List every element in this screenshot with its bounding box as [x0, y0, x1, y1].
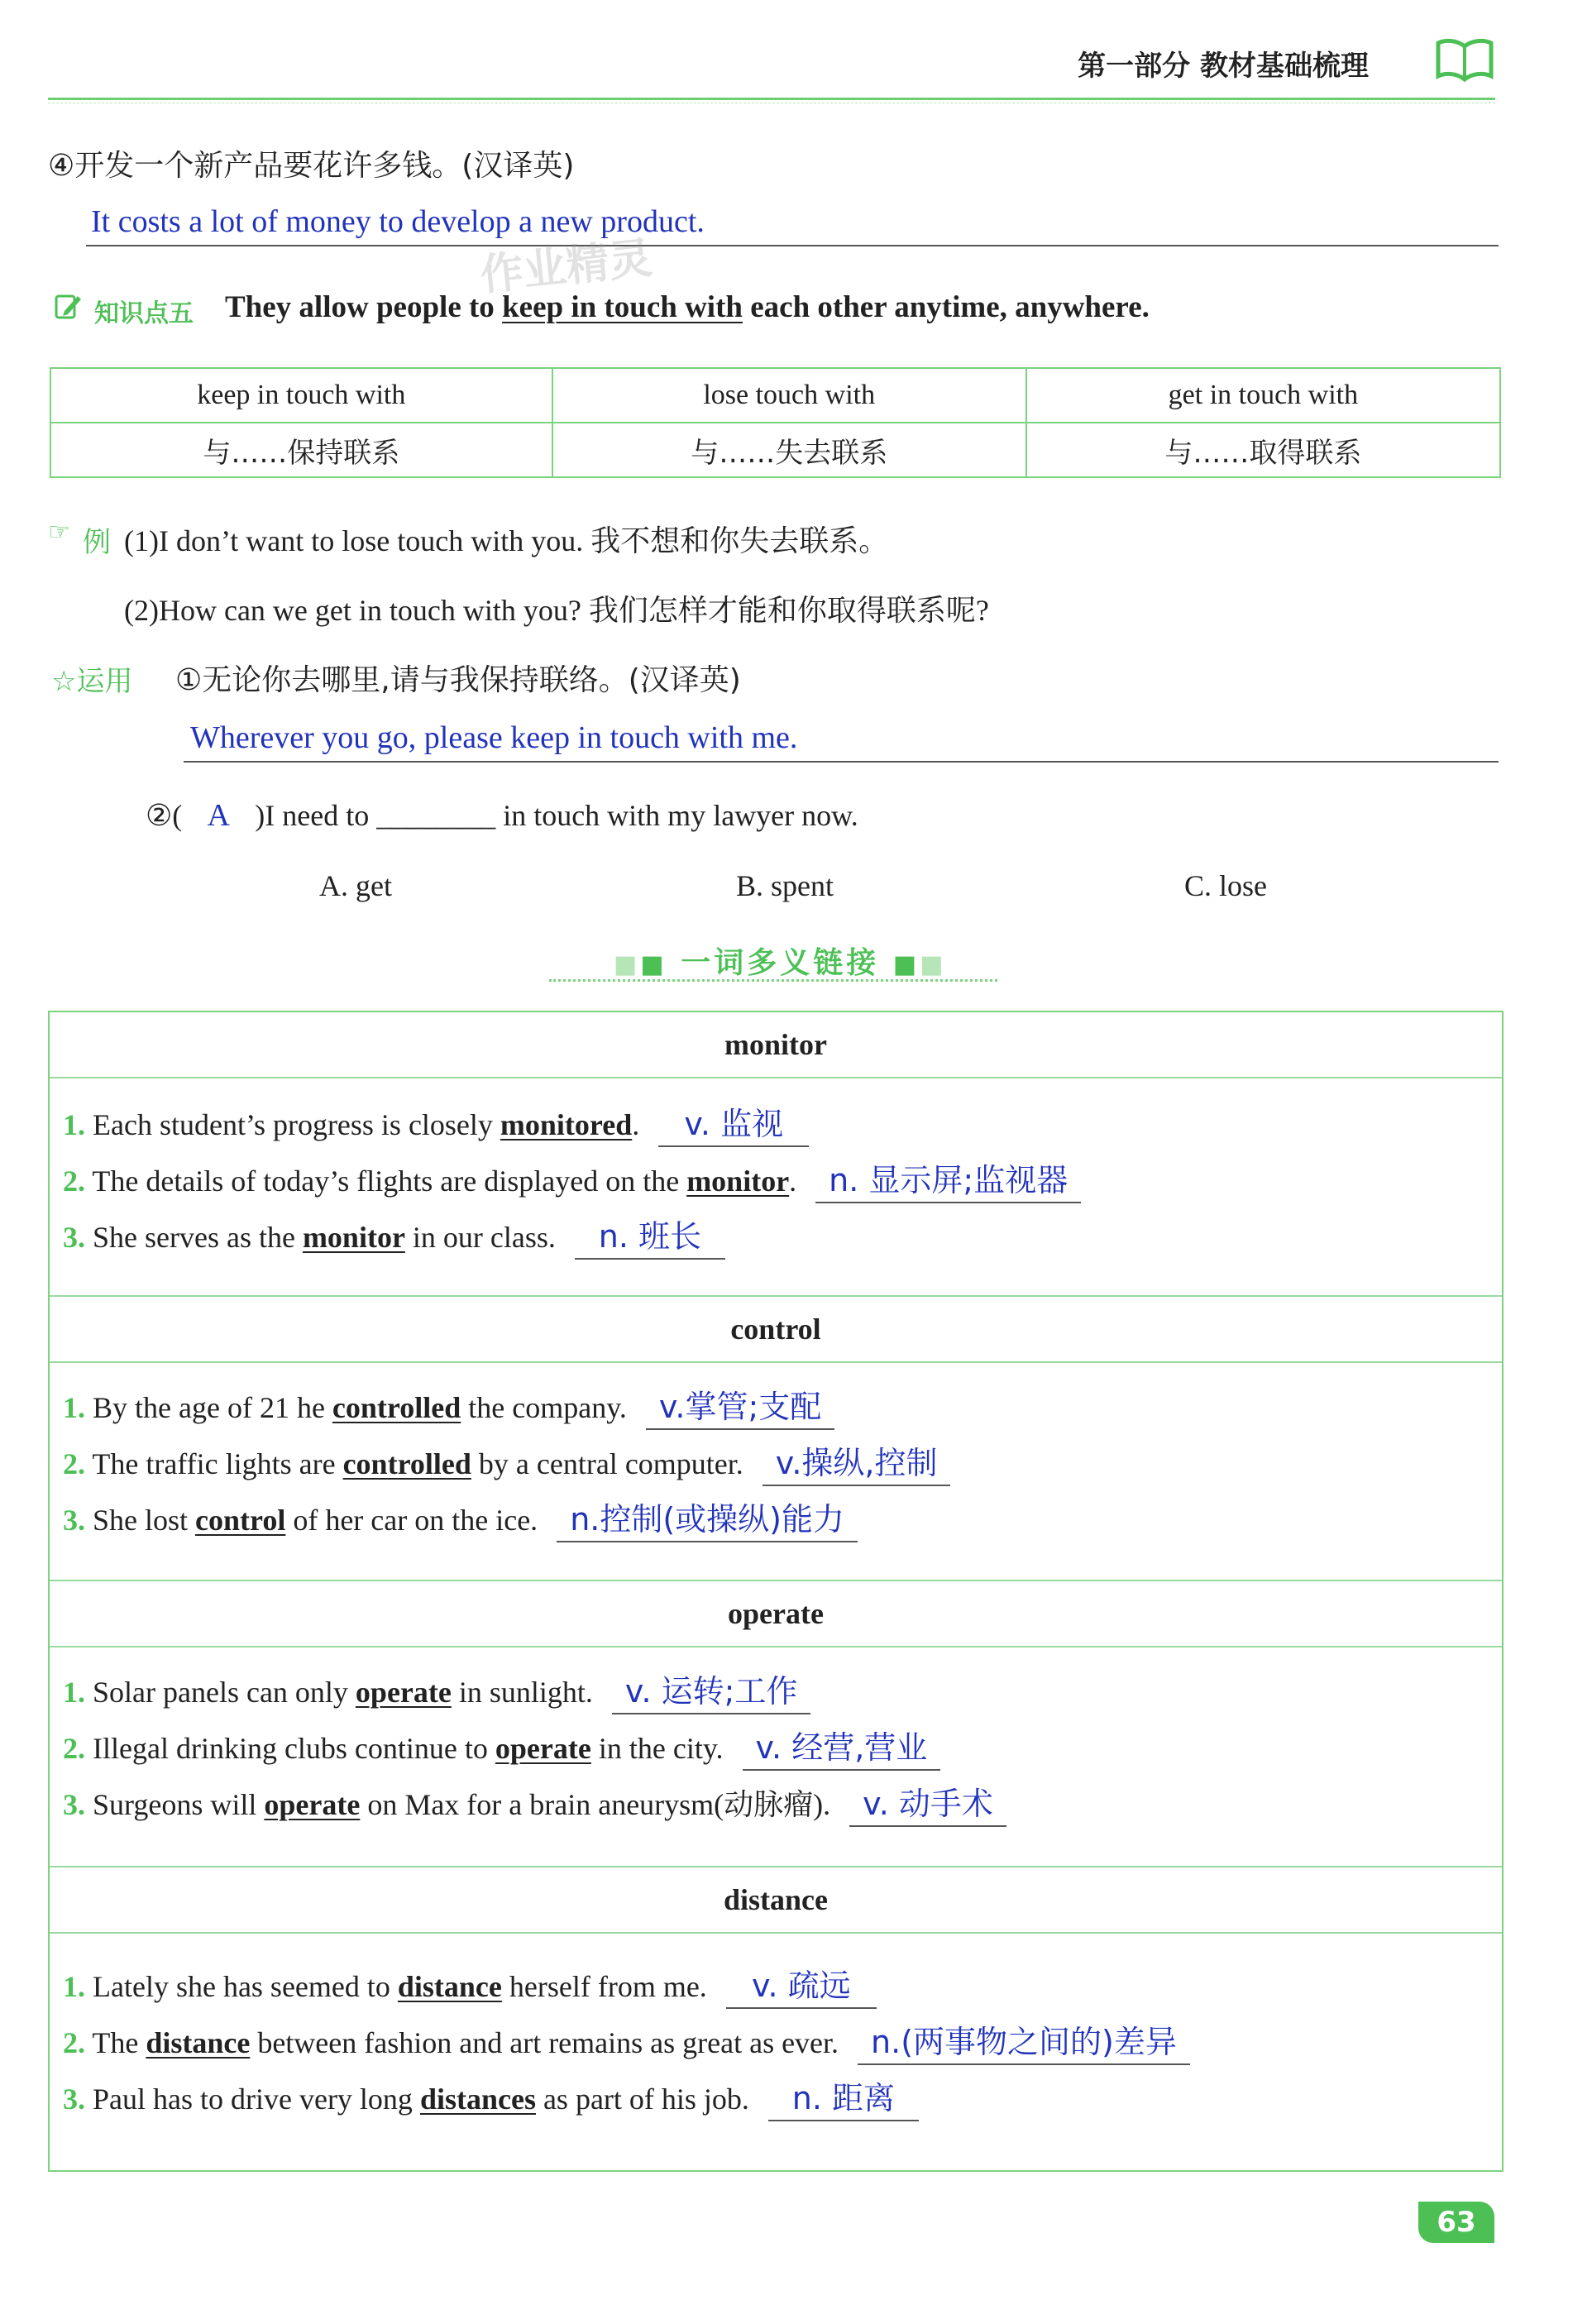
exercise4-prompt: ④开发一个新产品要花许多钱。(汉译英) — [48, 149, 575, 183]
q2-answer: A — [207, 798, 230, 833]
item-number: 3. — [63, 1221, 85, 1254]
example-label: 例 — [83, 526, 111, 559]
phrase-cell: lose touch with — [552, 368, 1026, 423]
item-text: Solar panels can only — [93, 1676, 356, 1709]
item-key-word: controlled — [342, 1447, 471, 1480]
item-text: in our class. — [404, 1221, 556, 1254]
square-icon: ■ — [640, 950, 667, 979]
square-icon: ■ — [920, 950, 947, 979]
group-item — [63, 1155, 1081, 1203]
item-text: in sunlight. — [451, 1676, 593, 1709]
item-answer: v. 动手术 — [849, 1778, 1006, 1827]
item-key-word: control — [195, 1504, 286, 1537]
item-key-word: monitored — [500, 1108, 633, 1141]
item-answer: n. 距离 — [768, 2073, 919, 2121]
item-text: by a central computer. — [471, 1447, 743, 1480]
item-number: 2. — [63, 1164, 85, 1198]
item-text: as part of his job. — [535, 2083, 749, 2116]
item-answer: v.掌管;支配 — [646, 1381, 834, 1430]
item-number: 1. — [63, 1970, 85, 2003]
item-text: between fashion and art remains as great as ever. — [250, 2026, 839, 2059]
pencil-icon — [53, 291, 83, 321]
item-text: She lost — [93, 1504, 196, 1537]
knowledge-point-sentence — [225, 289, 1150, 325]
square-icon: ■ — [614, 950, 641, 979]
group-item — [63, 1960, 877, 2009]
item-answer: v. 经营,营业 — [743, 1722, 941, 1771]
item-number: 3. — [63, 2083, 85, 2116]
group-item — [63, 2016, 1190, 2065]
example-1: (1)I don’t want to lose touch with you. 我不想和你失去联系。 — [124, 524, 889, 557]
phrase-cell: get in touch with — [1026, 368, 1500, 423]
item-key-word: distance — [397, 1970, 502, 2003]
option-c: C. lose — [1184, 869, 1268, 902]
q2-prefix: ②( — [146, 799, 183, 832]
polysemy-table — [48, 1011, 1504, 2172]
group-item — [63, 2073, 919, 2121]
application-q2 — [146, 797, 858, 834]
square-icon: ■ — [892, 950, 920, 979]
group-item — [63, 1494, 858, 1542]
item-answer: v. 疏远 — [726, 1960, 877, 2009]
application-label: ☆运用 — [51, 665, 133, 698]
item-text: She serves as the — [93, 1221, 303, 1254]
group-title-operate: operate — [50, 1580, 1502, 1647]
meaning-cell: 与……失去联系 — [552, 423, 1026, 477]
item-text: The traffic lights are — [92, 1447, 343, 1480]
item-text: of her car on the ice. — [285, 1504, 538, 1537]
item-text: Lately she has seemed to — [93, 1970, 398, 2003]
item-text: the company. — [461, 1391, 627, 1424]
item-text: The — [92, 2026, 146, 2059]
item-answer: v. 运转;工作 — [612, 1666, 811, 1714]
group-title-control: control — [50, 1295, 1502, 1363]
application-a1-line — [184, 761, 1499, 763]
item-answer: n.控制(或操纵)能力 — [557, 1494, 858, 1542]
item-number: 1. — [63, 1108, 85, 1141]
item-text: on Max for a brain aneurysm(动脉瘤). — [360, 1788, 831, 1821]
item-number: 1. — [63, 1676, 85, 1709]
item-answer: n. 显示屏;监视器 — [815, 1155, 1081, 1203]
item-key-word: monitor — [686, 1164, 790, 1198]
group-item — [63, 1778, 1006, 1827]
watermark: 作业精灵 — [478, 233, 655, 301]
header-title: 第一部分 教材基础梳理 — [1078, 50, 1369, 83]
item-text: in the city. — [590, 1732, 724, 1765]
group-title-distance: distance — [50, 1866, 1502, 1934]
pointing-hand-icon: ☞ — [48, 518, 70, 547]
example-2: (2)How can we get in touch with you? 我们怎样才能和你取得联系呢? — [124, 594, 989, 627]
poly-section-divider — [549, 979, 997, 982]
item-text: Each student’s progress is closely — [93, 1108, 500, 1141]
q2-suffix: )I need to ________ in touch with my lawyer now. — [255, 799, 858, 832]
knowledge-point-tag: 知识点五 — [94, 299, 194, 328]
meaning-cell: 与……保持联系 — [50, 423, 552, 477]
poly-section-title — [614, 940, 947, 982]
meaning-row — [50, 423, 1500, 477]
item-key-word: controlled — [332, 1391, 461, 1424]
item-text: Surgeons will — [93, 1788, 265, 1821]
group-item — [63, 1381, 834, 1430]
meaning-cell: 与……取得联系 — [1026, 423, 1500, 477]
item-text: Illegal drinking clubs continue to — [93, 1732, 495, 1765]
phrase-cell: keep in touch with — [50, 368, 552, 423]
group-item — [63, 1098, 809, 1147]
item-text: By the age of 21 he — [93, 1391, 332, 1424]
item-text: The details of today’s flights are displayed on the — [92, 1164, 687, 1198]
open-book-icon — [1435, 36, 1494, 83]
item-number: 1. — [63, 1391, 85, 1424]
kp-sentence-post: each other anytime, anywhere. — [742, 290, 1150, 324]
item-answer: v. 监视 — [658, 1098, 809, 1147]
item-key-word: distance — [146, 2026, 251, 2059]
group-item — [63, 1211, 725, 1260]
phrase-table — [50, 367, 1501, 478]
item-answer: v.操纵,控制 — [763, 1437, 951, 1486]
item-number: 3. — [63, 1504, 85, 1537]
application-a1: Wherever you go, please keep in touch with me. — [190, 720, 798, 755]
kp-sentence-key: keep in touch with — [502, 290, 743, 324]
item-text: Paul has to drive very long — [93, 2083, 420, 2116]
item-text: herself from me. — [501, 1970, 707, 2003]
group-title-monitor: monitor — [50, 1012, 1502, 1078]
item-text: . — [789, 1164, 797, 1198]
option-b: B. spent — [736, 869, 834, 902]
phrase-row — [50, 368, 1500, 423]
group-item — [63, 1722, 940, 1771]
kp-sentence-pre: They allow people to — [225, 290, 503, 324]
item-key-word: operate — [264, 1788, 361, 1821]
exercise4-answer-line — [86, 245, 1499, 246]
item-answer: n. 班长 — [575, 1211, 725, 1260]
item-key-word: monitor — [302, 1221, 405, 1254]
item-number: 3. — [63, 1788, 85, 1821]
group-item — [63, 1437, 950, 1486]
item-key-word: distances — [419, 2083, 536, 2116]
poly-title-text: 一词多义链接 — [681, 946, 880, 980]
exercise4-answer: It costs a lot of money to develop a new product. — [91, 204, 705, 239]
option-a: A. get — [319, 869, 392, 902]
item-number: 2. — [63, 1447, 85, 1480]
item-key-word: operate — [355, 1676, 452, 1709]
header-divider — [48, 98, 1495, 100]
page-number: 63 — [1418, 2202, 1494, 2243]
item-answer: n.(两事物之间的)差异 — [858, 2016, 1190, 2065]
item-key-word: operate — [495, 1732, 591, 1765]
item-text: . — [632, 1108, 640, 1141]
item-number: 2. — [63, 2026, 85, 2059]
group-item — [63, 1666, 810, 1714]
item-number: 2. — [63, 1732, 85, 1765]
application-q1: ①无论你去哪里,请与我保持联络。(汉译英) — [175, 663, 741, 697]
